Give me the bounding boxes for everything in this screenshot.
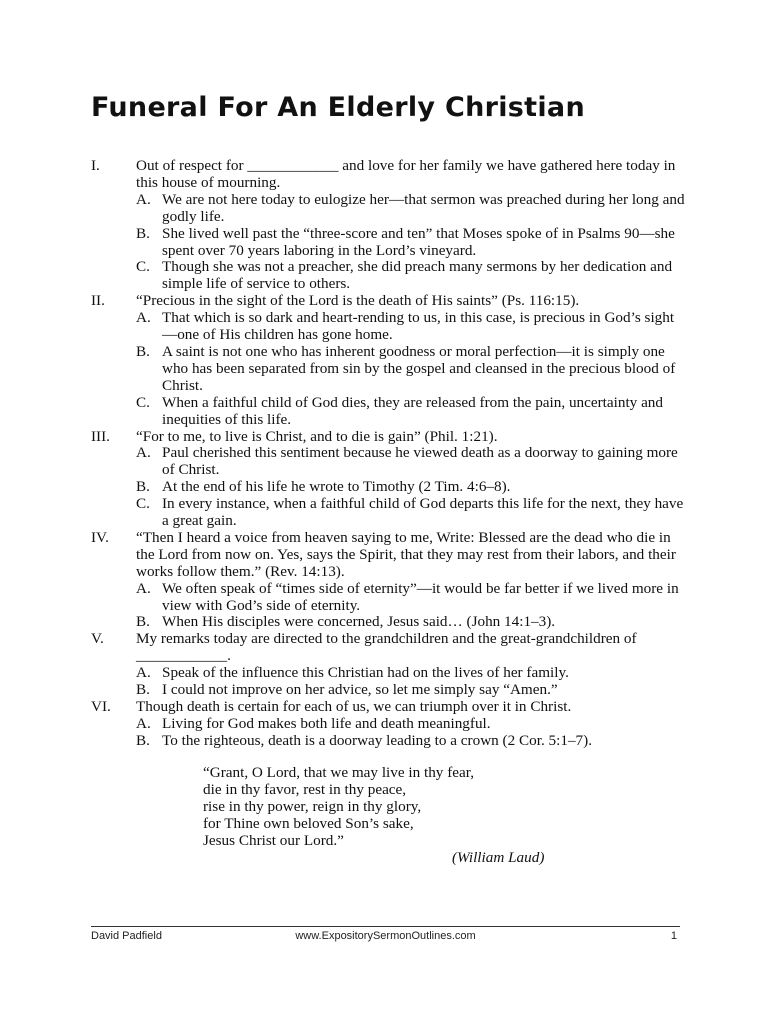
subpoint-letter: B. bbox=[136, 224, 150, 242]
subpoint-text: A saint is not one who has inherent goodness or moral perfection—it is simply one who has been separated from sin by the gospel and cleansed in the precious blood of Christ. bbox=[162, 342, 676, 394]
subpoint-text: That which is so dark and heart-rending to us, in this case, is precious in God’s sight—one of His children has gone home. bbox=[162, 309, 675, 344]
outline-subpoint bbox=[136, 716, 686, 733]
section-heading-text: Out of respect for ____________ and love for her family we have gathered here today in this house of mourning. bbox=[136, 157, 676, 191]
section-heading-text: “Precious in the sight of the Lord is the death of His saints” (Ps. 116:15). bbox=[136, 292, 580, 310]
outline-subpoint bbox=[136, 445, 686, 479]
section-body bbox=[136, 429, 686, 530]
subpoint-text: Living for God makes both life and death meaningful. bbox=[162, 714, 491, 732]
subpoint-text: When a faithful child of God dies, they are released from the pain, uncertainty and inequities of this life. bbox=[162, 393, 663, 428]
outline-subpoint bbox=[136, 665, 686, 682]
subpoint-text: She lived well past the “three-score and ten” that Moses spoke of in Psalms 90—she spent over 70 years laboring in the Lord’s vineyard. bbox=[162, 224, 675, 259]
page-title: Funeral For An Elderly Christian bbox=[91, 92, 585, 123]
subpoint-text: At the end of his life he wrote to Timothy (2 Tim. 4:6–8). bbox=[162, 478, 511, 496]
subpoint-text: Speak of the influence this Christian had on the lives of her family. bbox=[162, 664, 569, 682]
subpoint-letter: B. bbox=[136, 478, 150, 496]
outline-subpoint bbox=[136, 581, 686, 615]
closing-prayer-quote bbox=[203, 764, 544, 866]
subpoint-letter: A. bbox=[136, 714, 151, 732]
section-numeral: III. bbox=[91, 427, 110, 445]
section-body bbox=[136, 631, 686, 699]
subpoint-letter: A. bbox=[136, 190, 151, 208]
outline-subpoint bbox=[136, 682, 686, 699]
subpoint-letter: A. bbox=[136, 309, 151, 327]
outline-subpoint bbox=[136, 395, 686, 429]
quote-line: rise in thy power, reign in thy glory, bbox=[203, 798, 422, 815]
outline-subpoint bbox=[136, 310, 686, 344]
outline-section bbox=[91, 293, 686, 428]
outline-section bbox=[91, 158, 686, 293]
outline-subpoint bbox=[136, 479, 686, 496]
section-body bbox=[136, 530, 686, 631]
section-body bbox=[136, 293, 686, 428]
section-body bbox=[136, 699, 686, 750]
quote-line: for Thine own beloved Son’s sake, bbox=[203, 815, 414, 832]
section-heading-text: Though death is certain for each of us, we can triumph over it in Christ. bbox=[136, 698, 572, 715]
subpoint-text: To the righteous, death is a doorway leading to a crown (2 Cor. 5:1–7). bbox=[162, 731, 592, 749]
section-heading-text: “For to me, to live is Christ, and to die is gain” (Phil. 1:21). bbox=[136, 427, 498, 445]
outline-subpoint bbox=[136, 614, 686, 631]
subpoint-text: When His disciples were concerned, Jesus said… (John 14:1–3). bbox=[162, 613, 556, 631]
subpoint-letter: C. bbox=[136, 258, 150, 276]
subpoint-letter: B. bbox=[136, 613, 150, 631]
footer-divider bbox=[91, 926, 680, 927]
outline-subpoint bbox=[136, 344, 686, 395]
subpoint-text: In every instance, when a faithful child of God departs this life for the next, they have a great gain. bbox=[162, 495, 684, 530]
outline-subpoint bbox=[136, 259, 686, 293]
subpoint-letter: B. bbox=[136, 342, 150, 360]
section-heading-text: “Then I heard a voice from heaven saying to me, Write: Blessed are the dead who die in the Lord from now on. Yes, says the Spirit, that they may rest from their labors, and their works follow them.” (Rev. 14:13). bbox=[136, 528, 676, 580]
subpoint-text: I could not improve on her advice, so let me simply say “Amen.” bbox=[162, 681, 558, 699]
subpoint-text: Though she was not a preacher, she did preach many sermons by her dedication and simple life of service to others. bbox=[162, 258, 673, 293]
outline-subpoint bbox=[136, 496, 686, 530]
quote-line: Jesus Christ our Lord.” bbox=[203, 832, 344, 849]
subpoint-letter: A. bbox=[136, 579, 151, 597]
quote-line: die in thy favor, rest in thy peace, bbox=[203, 781, 407, 798]
outline-section bbox=[91, 429, 686, 530]
outline-section bbox=[91, 530, 686, 631]
subpoint-letter: B. bbox=[136, 731, 150, 749]
page-footer bbox=[91, 930, 680, 946]
sermon-outline bbox=[91, 158, 686, 750]
outline-subpoint bbox=[136, 733, 686, 750]
outline-subpoint bbox=[136, 226, 686, 260]
quote-attribution: (William Laud) bbox=[452, 849, 545, 866]
subpoint-letter: C. bbox=[136, 495, 150, 513]
section-body bbox=[136, 158, 686, 293]
section-numeral: I. bbox=[91, 157, 100, 174]
outline-section bbox=[91, 699, 686, 750]
footer-author: David Padfield bbox=[91, 930, 162, 942]
subpoint-letter: B. bbox=[136, 681, 150, 699]
subpoint-letter: C. bbox=[136, 393, 150, 411]
subpoint-text: We are not here today to eulogize her—that sermon was preached during her long and godly life. bbox=[162, 190, 685, 225]
subpoint-letter: A. bbox=[136, 444, 151, 462]
section-numeral: V. bbox=[91, 630, 104, 648]
subpoint-text: We often speak of “times side of eternity”—it would be far better if we lived more in view with God’s side of eternity. bbox=[162, 579, 679, 614]
quote-line: “Grant, O Lord, that we may live in thy fear, bbox=[203, 764, 474, 781]
section-numeral: IV. bbox=[91, 528, 109, 546]
section-numeral: II. bbox=[91, 292, 105, 310]
section-numeral: VI. bbox=[91, 698, 111, 715]
subpoint-text: Paul cherished this sentiment because he viewed death as a doorway to gaining more of Christ. bbox=[162, 444, 678, 479]
page-number: 1 bbox=[670, 930, 677, 942]
outline-subpoint bbox=[136, 192, 686, 226]
outline-section bbox=[91, 631, 686, 699]
section-heading-text: My remarks today are directed to the grandchildren and the great-grandchildren of ____________. bbox=[136, 630, 637, 665]
subpoint-letter: A. bbox=[136, 664, 151, 682]
footer-website: www.ExpositorySermonOutlines.com bbox=[295, 930, 476, 942]
